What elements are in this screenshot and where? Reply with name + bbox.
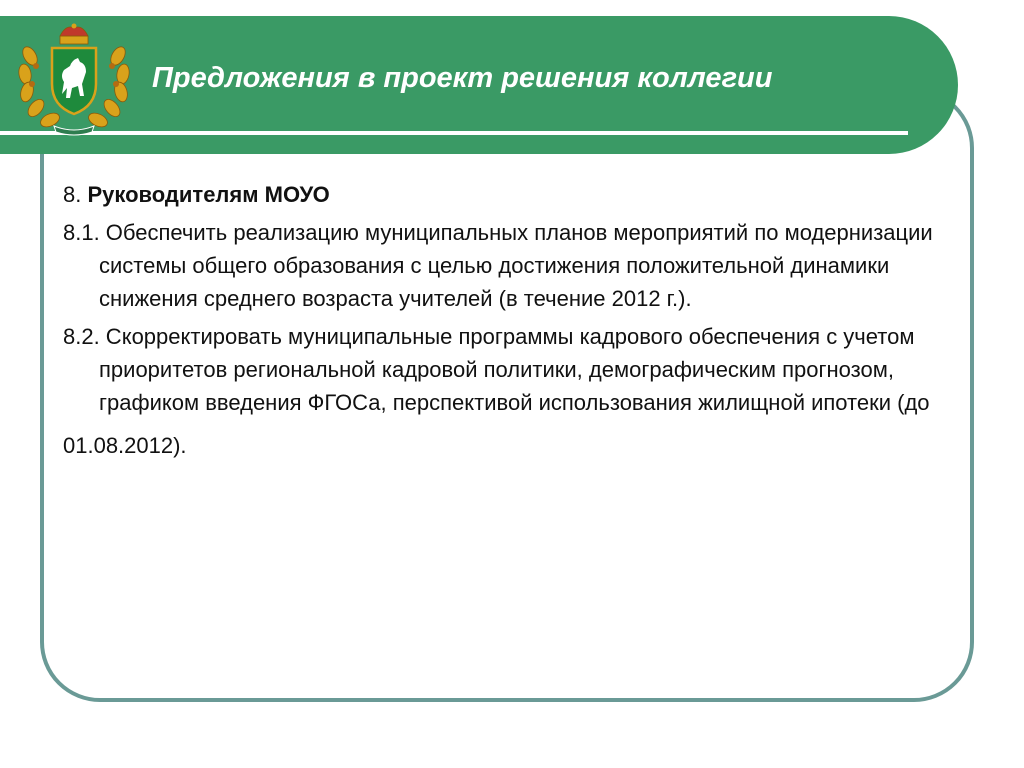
page-title: Предложения в проект решения коллегии bbox=[152, 62, 773, 94]
tomsk-coat-of-arms-icon bbox=[16, 22, 132, 136]
list-item-text: 8.2. Скорректировать муниципальные программы кадрового обеспечения с учетом приоритетов региональной кадровой политики, демографическим прогнозом, графиком введения ФГОСа, перспективой использования жилищной ипотеки (до bbox=[63, 324, 930, 415]
section-number: 8. bbox=[63, 182, 82, 207]
slide-body bbox=[63, 178, 943, 467]
header-divider bbox=[0, 131, 908, 135]
list-item-continuation: 01.08.2012). bbox=[63, 433, 187, 458]
list-item: 8.1. Обеспечить реализацию муниципальных планов мероприятий по модернизации системы общего образования с целью достижения положительной динамики снижения среднего возраста учителей (в течение 2012 г.). bbox=[63, 220, 933, 311]
list-item bbox=[63, 320, 943, 462]
section-heading bbox=[63, 178, 943, 211]
section-title: Руководителям МОУО bbox=[87, 182, 330, 207]
